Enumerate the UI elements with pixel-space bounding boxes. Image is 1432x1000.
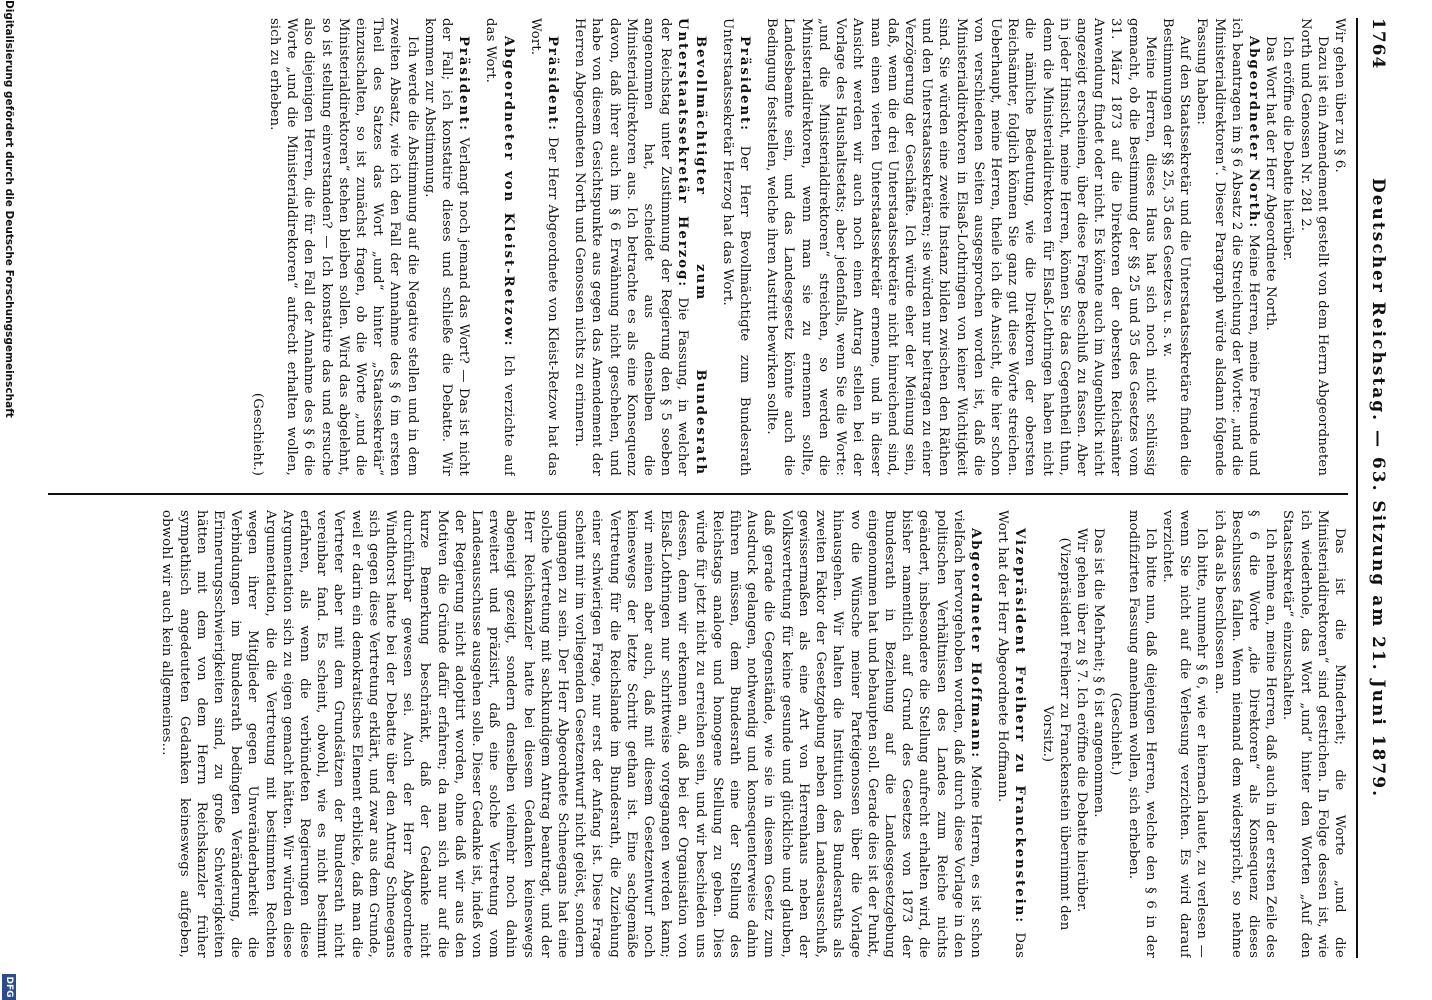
- speech-text: Verlangt noch jemand das Wort? — Das ist nicht der Fall; ich konstatire dieses und schließe die Debatte. Wir kommen zur Abstimmung.: [421, 18, 472, 476]
- text-paragraph: (Vizepräsident Freiherr zu Franckenstein übernimmt den Vorsitz.): [1039, 537, 1072, 931]
- speech-text: Das Wort hat der Herr Abgeordnete Hoffmann.: [995, 510, 1028, 958]
- speech-text: Der Herr Bevollmächtigte zum Bundesrath Unterstaatssekretär Herzog hat das Wort.: [719, 18, 753, 476]
- speaker-name: Präsident:: [737, 36, 753, 133]
- text-paragraph: Ich bitte, nunmehr § 6, wie er hiernach lautet, zu verlesen — wenn Sie nicht auf die Verlesung verzichten. Es wird darauf verzichtet.: [1159, 510, 1210, 958]
- footer-credit: Digitalisierung gefördert durch die Deutsche Forschungsgemeinschaft: [3, 0, 15, 418]
- text-paragraph: Wir gehen über zu § 7. Ich eröffne die Debatte hierüber.: [1073, 528, 1089, 913]
- running-title: Deutscher Reichstag. — 63. Sitzung am 21. Juni 1879.: [1368, 178, 1388, 798]
- text-paragraph: Auf den Staatssekretär und die Unterstaatssekretäre finden die Bestimmungen der §§ 25, 35 des Gesetzes u. s. w.: [1159, 18, 1193, 476]
- speech-paragraph: [1193, 18, 1262, 476]
- digitization-footer: [0, 0, 16, 1000]
- text-paragraph: Ich eröffne die Debatte hierüber.: [1280, 36, 1296, 262]
- column-divider: [48, 493, 1348, 495]
- text-paragraph: Ich bitte nun, daß diejenigen Herren, welche den § 6 in der modifizirten Fassung annehmen wollen, sich erheben.: [1125, 510, 1158, 958]
- text-paragraph: Das Wort hat der Herr Abgeordnete North.: [1263, 36, 1279, 331]
- page-header: [1360, 18, 1392, 958]
- speaker-name: Vizepräsident Freiherr zu Franckenstein:: [1012, 528, 1028, 925]
- text-paragraph: Ich werde die Abstimmung auf die Negative stellen und in dem zweiten Absatz, wie ich den Fall der Annahme des § 6 im ersten Theil des Satzes das Wort „und“ hinter „Staatssekretär“ einzuschalten, so ist zunächst fragen, ob die Worte „und die Ministerialdirektoren“ stehen bleiben sollen. Wird das abgelehnt, so ist stellung einverstanden? — Ich konstatire das und ersuche also diejenigen Herren, die für den Fall der Annahme des § 6 die Worte „und die Ministerialdirektoren“ aufrecht erhalten wollen, sich zu erheben.: [267, 18, 420, 476]
- page-number: 1764: [1368, 18, 1388, 70]
- speech-text: Meine Herren, es ist schon vielfach hervorgehoben worden, daß durch diese Vorlage in den politischen Verhältnissen des Landes zum Reiche nichts geändert, insbesondere die Stellung aufrecht erhalten wird, die bisher namentlich auf Grund des Gesetzes von 1873 der Bundesrath in Beziehung auf die Landesgesetzgebung eingenommen hat und behaupten soll. Gerade dies ist der Punkt, wo die Wünsche meiner Parteigenossen über die Vorlage hinausgehen. Wir halten die Institution des Bundesraths als zweiten Faktor der Gesetzgebung neben dem Landesausschuß, gewissermaßen als eine Art von Herrenhaus neben der Volksvertretung für keine gesunde und glückliche und glauben, daß gerade die Gegenstände, wie sie in diesem Gesetz zum Ausdruck gelangen, nothwendig und konsequenterweise dahin führen müssen, dem Bundesrath eine der Stellung des Reichstags analoge und homogene Stellung zu geben. Dies würde für jetzt nicht zu erreichen sein, und wir beschieden uns dessen, denn wir erkennen an, daß bei der Organisation von Elsaß-Lothringen nur schrittweise vorgegangen werden kann; wir meinen aber auch, daß mit diesem Gesetzentwurf noch keineswegs der letzte Schritt gethan ist. Eine sachgemäße Vertretung für die Reichslande im Bundesrath, die Zuziehung einer schwierigen Frage, nur erst der Anfang ist. Diese Frage scheint mir im vorliegenden Gesetzentwurf nicht gelöst, sondern umgangen zu sein. Der Herr Abgeordnete Schneegans hat eine solche Vertretung mit sachkundigem Antrag beantragt, und der Herr Reichskanzler hatte bei diesem Gedanken keineswegs abgeneigt gezeigt, sondern denselben vielmehr noch dahin erweitert und präzisirt, daß eine solche Vertretung vom Landesausschusse ausgehen solle. Dieser Gedanke ist, indeß von der Regierung nicht adoptirt worden, ohne daß wir aus den Motiven die Gründe dafür erfahren; da man sich nur auf die kurze Bemerkung beschränkt, daß der Gedanke nicht durchführbar gewesen sei. Auch der Herr Abgeordnete Windthorst hatte bei der Debatte über den Antrag Schneegans sich gegen diese Vertretung erklärt, und zwar aus dem Grunde, weil er darin ein demokratisches Element erblicke, daß man die Vertreter aber mit dem Grundsätzen der Bundesrath nicht vereinbar fand. Es scheint, obwohl, wie es nicht bestimmt erfahren, als wenn die verbündeten Regierungen diese Argumentation sich zu eigen gemacht hätten. Wir würden diese Argumentation, die die Vertretung mit bestimmten Rechten wegen ihrer Mitglieder gegen Unveränderbarkeit die Verbindungen im Bundesrath bedingten Veränderung, die Erinnerungsschwierigkeiten sind, zu große Schwierigkeiten hätten mit dem von dem Herrn Reichskanzler früher sympathisch angedeuteten Gedanken keineswegs aufgeben, obwohl wir auch kein allgemeines...: [159, 510, 983, 958]
- speech-paragraph: [994, 510, 1028, 958]
- speaker-name: Abgeordneter Hoffmann:: [967, 528, 983, 760]
- speech-paragraph: [527, 18, 561, 476]
- text-paragraph: (Geschieht.): [249, 392, 265, 476]
- right-column: [48, 510, 1348, 958]
- speech-paragraph: [421, 18, 473, 476]
- text-paragraph: Das ist die Mehrheit; § 6 ist angenommen.: [1091, 528, 1107, 818]
- speech-paragraph: [482, 18, 516, 476]
- speaker-name: Präsident:: [545, 36, 561, 133]
- speech-text: Die Fassung, in welcher der Reichstag unter Zustimmung der Regierung den § 5 soeben angenommen hat, scheidet aus denselben die Ministerialdirektoren aus. Ich betrachte es als eine Konsequenz davon, daß ihrer auch im § 6 Erwähnung nicht geschehen, und habe von diesem Gesichtspunkte aus gegen das Amendement der Herren Abgeordneten North und Genossen nichts zu erinnern.: [572, 18, 691, 476]
- speaker-name: Abgeordneter von Kleist-Retzow:: [500, 36, 516, 348]
- speech-paragraph: [571, 18, 709, 476]
- dfg-logo: DFG: [2, 974, 16, 1000]
- text-paragraph: Dazu ist ein Amendement gestellt von dem Herrn Abgeordneten North und Genossen Nr. 281 2.: [1297, 18, 1330, 476]
- text-paragraph: Ich nehme an, meine Herren, daß auch in der ersten Zeile des § 6 die Worte „die Direktoren“ als Konsequenz dieses Beschlusses fallen. Wenn niemand dem widerspricht, so nehme ich das als beschlossen an.: [1211, 510, 1279, 958]
- text-paragraph: Das ist die Minderheit; die Worte „und die Ministerialdirektoren“ sind gestrichen. In Folge dessen ist, wie ich wiederhole, das Wort „und“ hinter den Worten „Auf den Staatssekretär“ einzuschalten.: [1280, 510, 1347, 958]
- text-paragraph: (Geschieht.): [1108, 692, 1124, 776]
- header-rule: [1356, 18, 1358, 958]
- speaker-name: Präsident:: [456, 36, 472, 133]
- speaker-name: Bevollmächtigter zum Bundesrath Unterstaatssekretär Herzog:: [675, 18, 708, 476]
- speech-paragraph: [158, 510, 984, 958]
- speech-text: Meine Herren, meine Freunde und ich beantragen im § 6 Absatz 2 die Streichung der Worte: „und die Ministerialdirektoren“. Dieser Paragraph würde alsdann folgende Fassung haben:: [1194, 18, 1261, 476]
- text-paragraph: Wir gehen über zu § 6.: [1332, 18, 1347, 173]
- text-paragraph: Meine Herren, dieses Haus hat sich noch nicht schlüssig gemacht, ob die Bestimmung der §§ 25 und 35 des Gesetzes vom 31. März 1873 auf die Direktoren der obersten Reichsämter Anwendung findet oder nicht. Es könnte auch im Augenblick nicht angezeigt erscheinen, über diese Frage Beschluß zu fassen. Aber in jeder Hinsicht, meine Herren, können Sie das Gegentheil thun, denn die Ministerialdirektoren für Elsaß-Lothringen haben nicht die nämliche Bedeutung, wie die Direktoren der obersten Reichsämter, folglich können Sie ganz gut diese Worte streichen. Ueberhaupt, meine Herren, theile ich die Ansicht, die hier schon von verschiedenen Seiten ausgesprochen worden ist, daß die Ministerialdirektoren in Elsaß-Lothringen von keiner Wichtigkeit sind. Sie würden eine zweite Instanz bilden zwischen den Räthen und den Unterstaatssekretären; sie würden nur beitragen zu einer Verzögerung der Geschäfte. Ich würde eher der Meinung sein, daß, wenn die drei Unterstaatssekretäre nicht hinreichend sind, man einen vierten Unterstaatssekretär ernenne, und in dieser Ansicht werden wir auch noch einen Antrag stellen bei der Vorlage des Haushaltsetats; aber jedenfalls, wenn Sie die Worte: „und die Ministerialdirektoren“ streichen, so werden die Ministerialdirektoren, wenn man sie zu ernennen sollte, Landesbeamte sein, und das Landesgesetz könnte auch die Bedingung feststellen, welche ihren Austritt bewirken sollte.: [764, 18, 1158, 476]
- left-column: [48, 18, 1348, 476]
- speaker-name: Abgeordneter North:: [1245, 36, 1261, 230]
- speech-text: Der Herr Abgeordnete von Kleist-Retzow hat das Wort.: [527, 18, 561, 476]
- speech-text: Ich verzichte auf das Wort.: [483, 18, 516, 476]
- speech-paragraph: [719, 18, 753, 476]
